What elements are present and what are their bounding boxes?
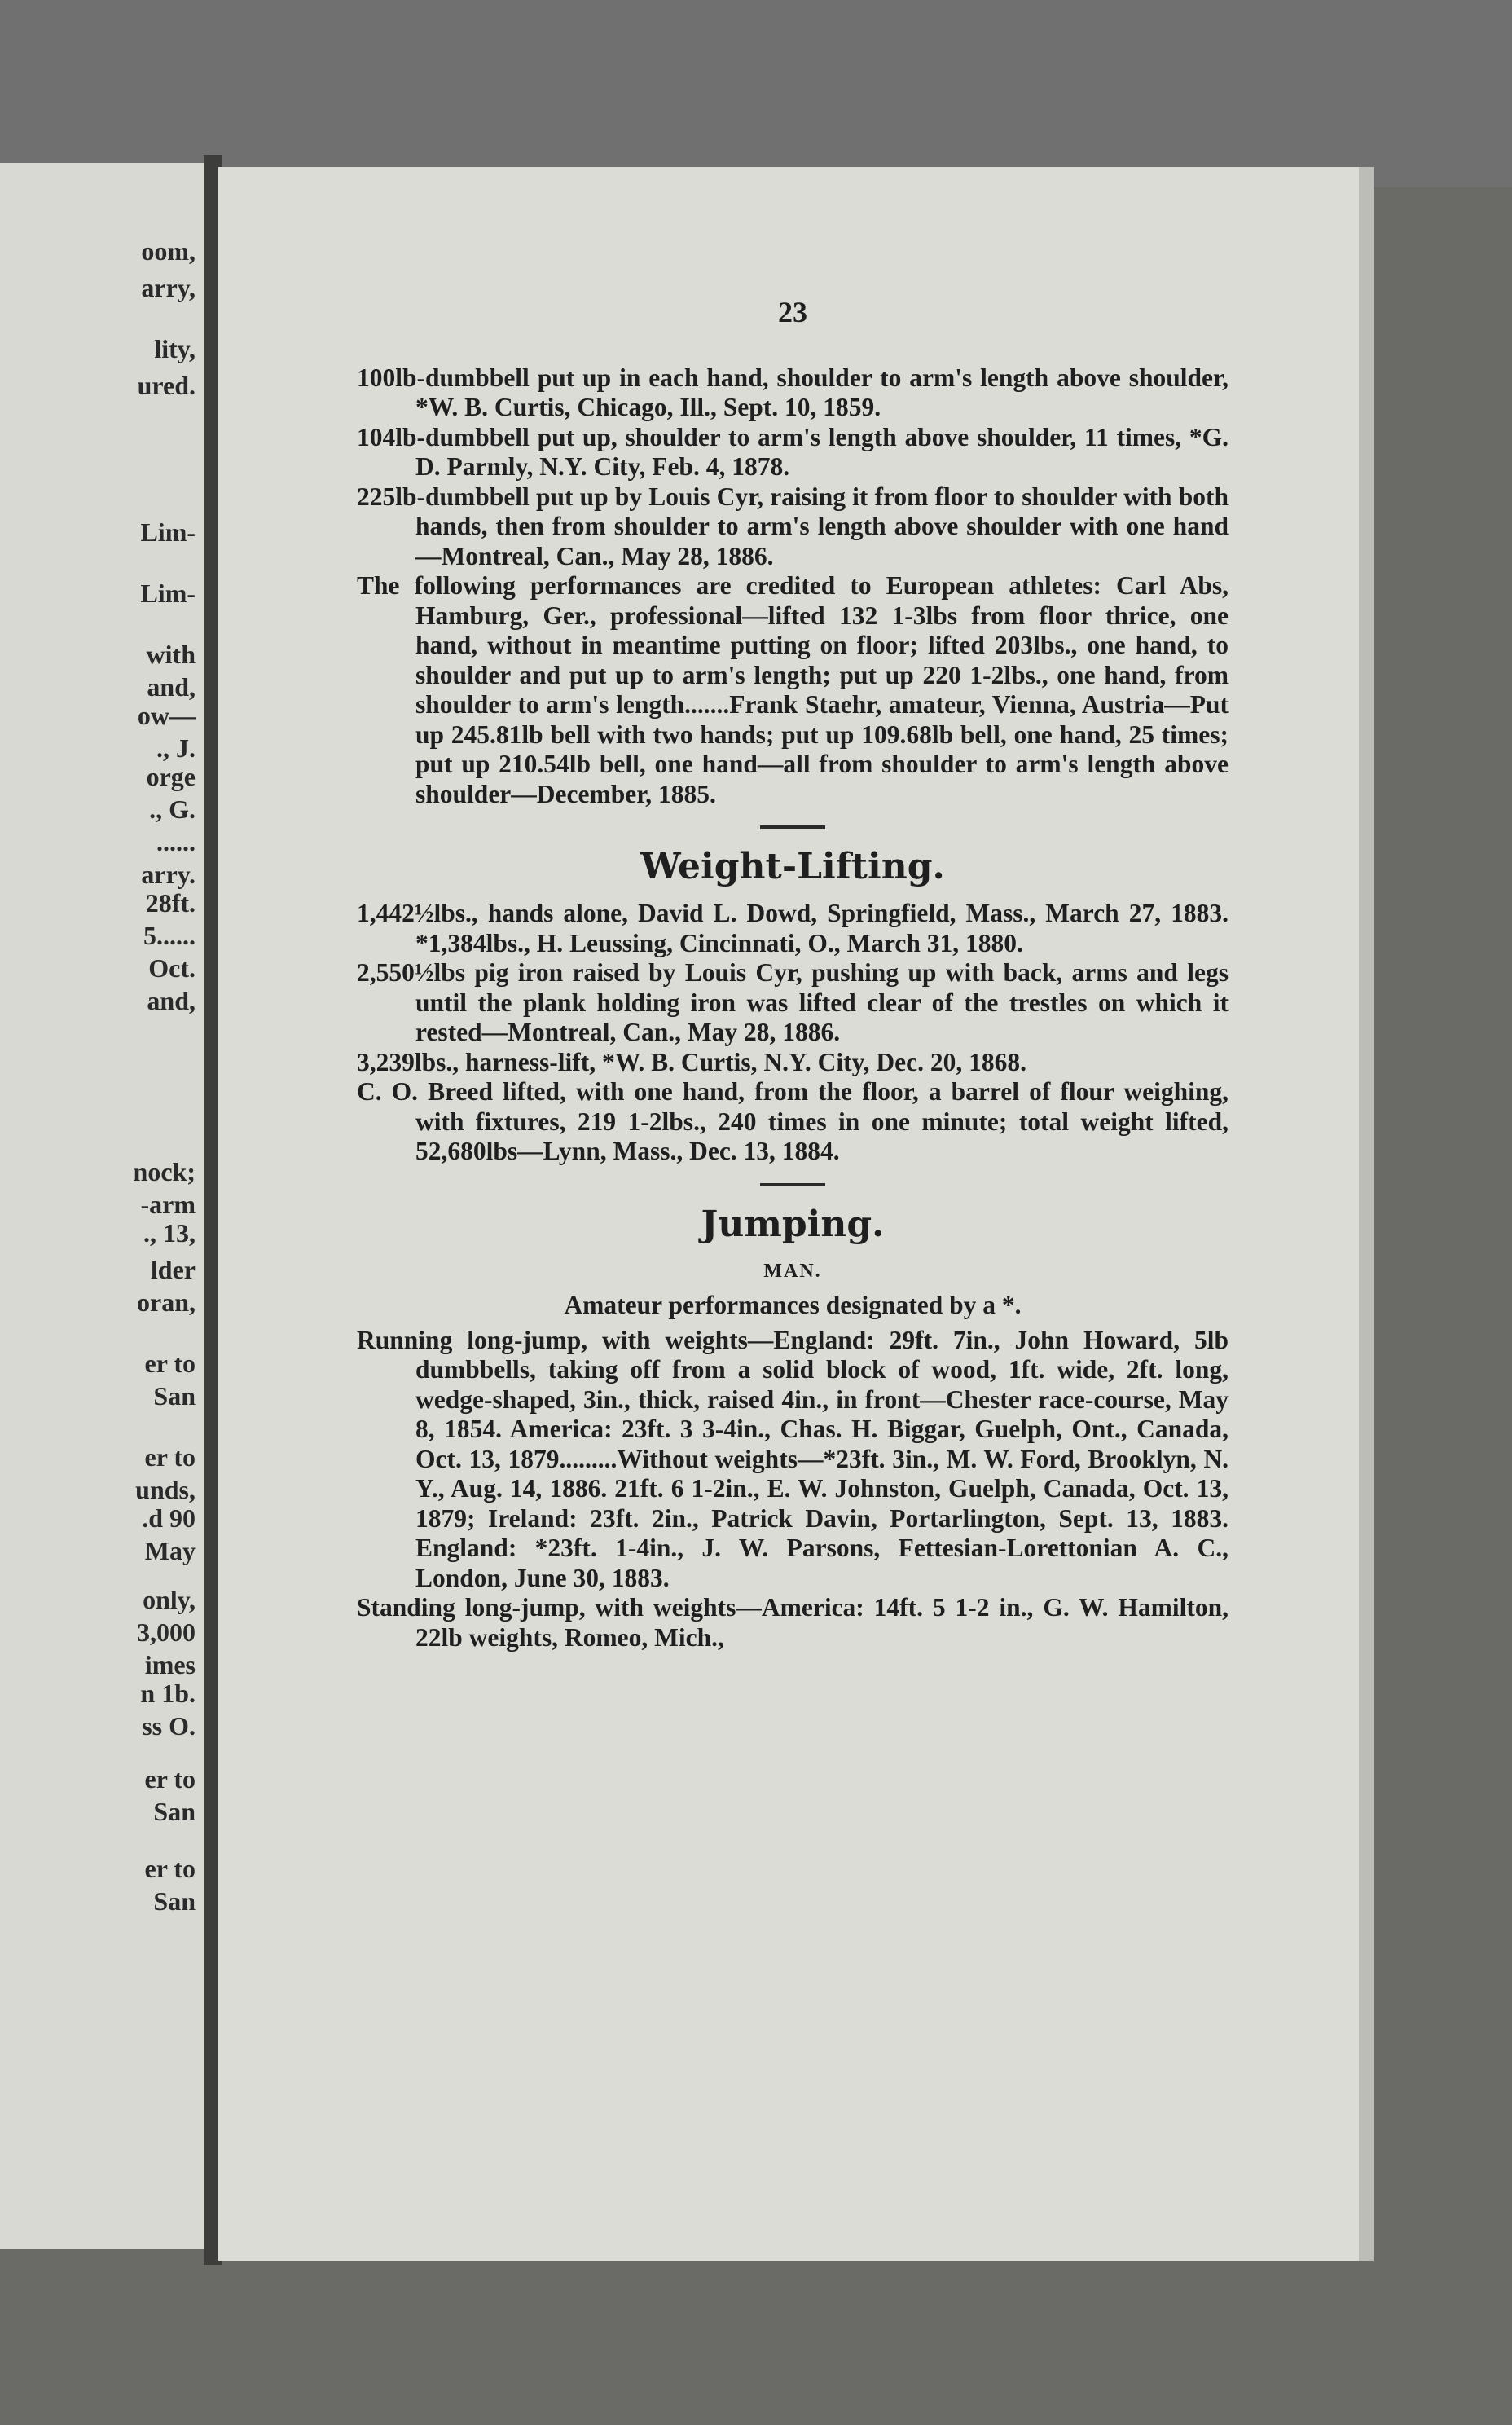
- left-page-fragment-text: ., 13,: [143, 1218, 196, 1248]
- left-page-fragment-text: only,: [143, 1585, 196, 1614]
- record-entry: 104lb-dumbbell put up, shoulder to arm's length above shoulder, 11 times, *G. D. Parmly, N.Y. City, Feb. 4, 1878.: [357, 422, 1228, 481]
- section-divider: [760, 1183, 825, 1186]
- left-page-fragment-text: lder: [150, 1255, 196, 1284]
- left-page-fragment-text: oom,: [141, 236, 196, 266]
- left-page-fragment-text: .d 90: [142, 1503, 196, 1533]
- left-page-fragment-text: ow—: [137, 701, 196, 730]
- left-page-fragment-text: ss O.: [142, 1711, 196, 1741]
- left-page-fragment-text: er to: [144, 1442, 196, 1472]
- section-title-jumping: Jumping.: [701, 1203, 885, 1245]
- left-page-fragment-text: ., J.: [156, 733, 196, 763]
- left-page-fragment-text: er to: [144, 1764, 196, 1793]
- left-page-fragment-text: 28ft.: [145, 888, 196, 918]
- left-page-fragment-text: May: [144, 1536, 196, 1565]
- left-page-fragment-text: and,: [147, 672, 196, 702]
- section-subhead: MAN.: [763, 1260, 822, 1282]
- record-entry: 2,550½lbs pig iron raised by Louis Cyr, pushing up with back, arms and legs until the plank holding iron was lifted clear of the trestles on which it rested—Montreal, Can., May 28, 1886.: [357, 958, 1228, 1046]
- left-page-fragment-text: unds,: [135, 1475, 196, 1504]
- left-page-fragment-text: and,: [147, 986, 196, 1015]
- left-page-fragment-text: Lim-: [140, 517, 196, 547]
- left-page-fragment-text: orge: [146, 762, 196, 791]
- left-page-fragment-text: nock;: [133, 1157, 196, 1186]
- left-page-fragment-text: ......: [156, 827, 196, 856]
- left-page-fragment-text: ured.: [137, 371, 196, 400]
- left-page-fragment-text: n 1b.: [140, 1679, 196, 1708]
- record-entry: Standing long-jump, with weights—America: 14ft. 5 1-2 in., G. W. Hamilton, 22lb weights, Romeo, Mich.,: [357, 1593, 1228, 1652]
- left-page-fragment-text: imes: [144, 1650, 196, 1679]
- book-page: [218, 167, 1370, 2261]
- left-page-fragment-text: oran,: [137, 1287, 196, 1317]
- record-entry: The following performances are credited to European athletes: Carl Abs, Hamburg, Ger., professional—lifted 132 1-3lbs from floor thrice, one hand, without in meantime putting on floor; lifted 203lbs., one hand, to shoulder and put up to arm's length; put up 220 1-2lbs., one hand, from shoulder to arm's length.......Frank Staehr, amateur, Vienna, Austria—Put up 245.81lb bell with two hands; put up 109.68lb bell, one hand, 25 times; put up 210.54lb bell, one hand—all from shoulder to arm's length above shoulder—December, 1885.: [357, 571, 1228, 808]
- dumbbell-records: [357, 363, 1228, 810]
- left-page-fragment-text: 3,000: [137, 1617, 196, 1647]
- record-entry: Running long-jump, with weights—England: 29ft. 7in., John Howard, 5lb dumbbells, taking off from a solid block of wood, 1ft. wide, 2ft. long, wedge-shaped, 3in., thick, raised 4in., in front—Chester race-course, May 8, 1854. America: 23ft. 3 3-4in., Chas. H. Biggar, Guelph, Ont., Canada, Oct. 13, 1879.........Without weights—*23ft. 3in., M. W. Ford, Brooklyn, N. Y., Aug. 14, 1886. 21ft. 6 1-2in., E. W. Johnston, Guelph, Canada, Oct. 13, 1879; Ireland: 23ft. 2in., Patrick Davin, Portarlington, Sept. 13, 1883. England: *23ft. 1-4in., J. W. Parsons, Fettesian-Lorettonian A. C., London, June 30, 1883.: [357, 1325, 1228, 1592]
- left-page-fragment-text: arry,: [141, 273, 196, 302]
- left-page-fragment-text: with: [146, 640, 196, 669]
- left-page-fragment-text: arry.: [141, 860, 196, 889]
- left-page-fragment-text: lity,: [154, 334, 196, 363]
- section-title-weight-lifting: Weight-Lifting.: [640, 846, 945, 887]
- left-page-fragment-text: Lim-: [140, 579, 196, 608]
- left-page-fragment-text: ., G.: [149, 794, 196, 824]
- record-entry: 3,239lbs., harness-lift, *W. B. Curtis, N.Y. City, Dec. 20, 1868.: [357, 1047, 1026, 1076]
- left-page-fragment: [0, 163, 204, 2249]
- section-divider: [760, 825, 825, 829]
- background: [0, 0, 1512, 187]
- page-edge: [1359, 167, 1374, 2261]
- record-entry: 225lb-dumbbell put up by Louis Cyr, raising it from floor to shoulder with both hands, then from shoulder to arm's length above shoulder with one hand—Montreal, Can., May 28, 1886.: [357, 482, 1228, 570]
- left-page-fragment-text: er to: [144, 1854, 196, 1883]
- weight-lifting-section: [357, 847, 1228, 1167]
- record-entry: C. O. Breed lifted, with one hand, from the floor, a barrel of flour weighing, with fixtures, 219 1-2lbs., 240 times in one minute; total weight lifted, 52,680lbs—Lynn, Mass., Dec. 13, 1884.: [357, 1077, 1228, 1165]
- amateur-note: Amateur performances designated by a *.: [564, 1291, 1022, 1319]
- record-entry: 100lb-dumbbell put up in each hand, shoulder to arm's length above shoulder, *W. B. Curtis, Chicago, Ill., Sept. 10, 1859.: [357, 363, 1228, 421]
- page-number: 23: [778, 296, 807, 328]
- left-page-fragment-text: San: [153, 1381, 196, 1411]
- jumping-section: [357, 1204, 1228, 1653]
- left-page-fragment-text: Oct.: [148, 953, 196, 983]
- record-entry: 1,442½lbs., hands alone, David L. Dowd, Springfield, Mass., March 27, 1883. *1,384lbs., H. Leussing, Cincinnati, O., March 31, 1880.: [357, 899, 1228, 957]
- left-page-fragment-text: er to: [144, 1349, 196, 1378]
- left-page-fragment-text: San: [153, 1797, 196, 1826]
- left-page-fragment-text: San: [153, 1886, 196, 1916]
- left-page-fragment-text: -arm: [140, 1190, 196, 1219]
- page-content: [357, 297, 1228, 1653]
- left-page-fragment-text: 5......: [143, 921, 196, 950]
